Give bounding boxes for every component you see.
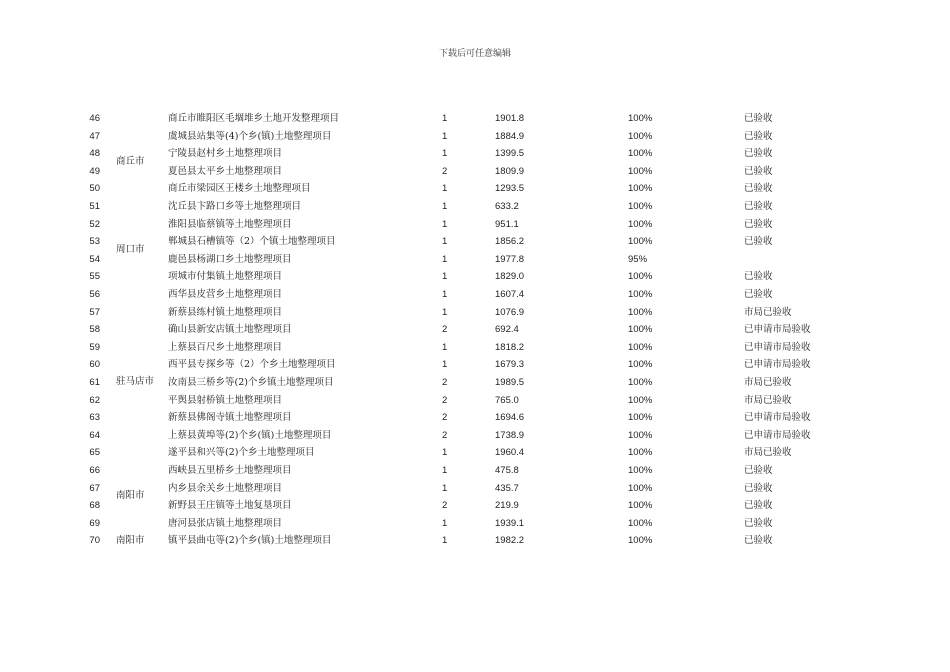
project-count: 1 (442, 359, 448, 371)
row-number: 54 (89, 253, 100, 265)
project-name: 鹿邑县杨湖口乡土地整理项目 (168, 253, 292, 265)
acceptance-status: 已验收 (744, 148, 773, 160)
project-area: 1607.4 (495, 289, 525, 300)
project-area: 765.0 (495, 394, 519, 406)
completion-percent: 100% (628, 218, 653, 230)
table-row (0, 163, 950, 181)
completion-percent: 100% (628, 359, 653, 371)
acceptance-status: 已验收 (744, 201, 773, 212)
completion-percent: 100% (628, 429, 653, 441)
project-count: 1 (442, 253, 448, 265)
completion-percent: 100% (628, 183, 653, 195)
project-name: 上蔡县黄埠等(2)个乡(镇)土地整理项目 (168, 429, 332, 441)
table-row (0, 198, 950, 216)
completion-percent: 100% (628, 201, 653, 212)
completion-percent: 100% (628, 482, 653, 494)
completion-percent: 100% (628, 535, 653, 547)
row-number: 68 (89, 500, 100, 512)
project-count: 1 (442, 201, 448, 212)
acceptance-status: 已验收 (744, 130, 773, 142)
completion-percent: 100% (628, 465, 653, 476)
row-number: 52 (89, 218, 100, 230)
table-row (0, 480, 950, 498)
project-area: 1399.5 (495, 148, 525, 160)
project-area: 475.8 (495, 465, 519, 476)
project-count: 2 (442, 165, 448, 177)
row-number: 69 (89, 517, 100, 529)
project-name: 平舆县射桥镇土地整理项目 (168, 394, 283, 406)
project-name: 西峡县五里桥乡土地整理项目 (168, 465, 292, 476)
acceptance-status: 已验收 (744, 113, 773, 124)
row-number: 57 (89, 306, 100, 318)
project-count: 1 (442, 130, 448, 142)
table-row (0, 128, 950, 146)
row-number: 51 (89, 201, 100, 212)
completion-percent: 100% (628, 394, 653, 406)
acceptance-status: 已验收 (744, 465, 773, 476)
project-area: 1939.1 (495, 517, 525, 529)
city-label-nanyang: 南阳市 (116, 490, 145, 501)
project-area: 1982.2 (495, 535, 525, 547)
completion-percent: 100% (628, 165, 653, 177)
page-header: 下载后可任意编辑 (438, 49, 511, 59)
acceptance-status: 已验收 (744, 500, 773, 512)
project-name: 商丘市梁园区王楼乡土地整理项目 (168, 183, 311, 195)
project-count: 1 (442, 183, 448, 195)
project-area: 435.7 (495, 482, 519, 494)
project-name: 虞城县站集等(4)个乡(镇)土地整理项目 (168, 130, 332, 142)
project-area: 951.1 (495, 218, 519, 230)
acceptance-status: 已验收 (744, 183, 773, 195)
project-area: 1076.9 (495, 306, 525, 318)
project-area: 1901.8 (495, 113, 525, 124)
project-name: 宁陵县赵村乡土地整理项目 (168, 148, 283, 160)
completion-percent: 100% (628, 289, 653, 300)
project-name: 商丘市睢阳区毛堌堆乡土地开发整理项目 (168, 113, 340, 124)
table-row (0, 515, 950, 533)
acceptance-status: 市局已验收 (744, 447, 792, 459)
acceptance-status: 市局已验收 (744, 306, 792, 318)
project-count: 1 (442, 113, 448, 124)
project-name: 西华县皮营乡土地整理项目 (168, 289, 283, 300)
project-area: 1679.3 (495, 359, 525, 371)
project-area: 692.4 (495, 324, 519, 336)
project-name: 新蔡县佛阁寺镇土地整理项目 (168, 412, 292, 424)
table-row (0, 233, 950, 251)
row-number: 63 (89, 412, 100, 424)
completion-percent: 95% (628, 253, 648, 265)
completion-percent: 100% (628, 148, 653, 160)
acceptance-status: 已申请市局验收 (744, 324, 811, 336)
project-count: 1 (442, 447, 448, 459)
acceptance-status: 已验收 (744, 165, 773, 177)
completion-percent: 100% (628, 306, 653, 318)
project-count: 1 (442, 306, 448, 318)
row-number: 64 (89, 429, 100, 441)
project-count: 2 (442, 394, 448, 406)
project-name: 新蔡县练村镇土地整理项目 (168, 306, 283, 318)
project-area: 1694.6 (495, 412, 525, 424)
project-count: 1 (442, 236, 448, 248)
project-area: 1829.0 (495, 271, 525, 283)
completion-percent: 100% (628, 377, 653, 388)
acceptance-status: 已验收 (744, 218, 773, 230)
row-number: 53 (89, 236, 100, 248)
table-row (0, 427, 950, 445)
table-row (0, 339, 950, 357)
row-number: 46 (89, 113, 100, 124)
table-row (0, 392, 950, 410)
table-row (0, 268, 950, 286)
project-name: 镇平县曲屯等(2)个乡(镇)土地整理项目 (168, 535, 332, 547)
acceptance-status: 已验收 (744, 236, 773, 248)
project-name: 汝南县三桥乡等(2)个乡镇土地整理项目 (168, 377, 334, 388)
project-name: 新野县王庄镇等土地复垦项目 (168, 500, 292, 512)
acceptance-status: 已验收 (744, 271, 773, 283)
acceptance-status: 已申请市局验收 (744, 359, 811, 371)
project-count: 2 (442, 324, 448, 336)
project-count: 2 (442, 429, 448, 441)
table-row (0, 321, 950, 339)
project-area: 633.2 (495, 201, 519, 212)
row-number: 62 (89, 394, 100, 406)
project-name: 郸城县石槽镇等（2）个镇土地整理项目 (168, 236, 336, 248)
row-number: 66 (89, 465, 100, 476)
project-name: 项城市付集镇土地整理项目 (168, 271, 283, 283)
project-area: 1818.2 (495, 341, 525, 353)
acceptance-status: 已申请市局验收 (744, 412, 811, 424)
project-name: 夏邑县太平乡土地整理项目 (168, 165, 283, 177)
completion-percent: 100% (628, 447, 653, 459)
project-count: 1 (442, 535, 448, 547)
project-name: 沈丘县卞路口乡等土地整理项目 (168, 201, 302, 212)
table-row (0, 532, 950, 550)
row-number: 59 (89, 341, 100, 353)
project-count: 1 (442, 218, 448, 230)
acceptance-status: 已申请市局验收 (744, 429, 811, 441)
project-count: 1 (442, 271, 448, 283)
project-name: 上蔡县百尺乡土地整理项目 (168, 341, 283, 353)
table-row (0, 409, 950, 427)
table-row (0, 145, 950, 163)
table-row (0, 374, 950, 392)
row-number: 50 (89, 183, 100, 195)
project-count: 2 (442, 412, 448, 424)
table-row (0, 110, 950, 128)
project-name: 淮阳县临蔡镇等土地整理项目 (168, 218, 292, 230)
completion-percent: 100% (628, 412, 653, 424)
completion-percent: 100% (628, 113, 653, 124)
completion-percent: 100% (628, 324, 653, 336)
city-label-zhoukou: 周口市 (116, 244, 145, 255)
acceptance-status: 已申请市局验收 (744, 341, 811, 353)
row-number: 70 (89, 535, 100, 547)
project-area: 1989.5 (495, 377, 525, 388)
project-name: 遂平县和兴等(2)个乡土地整理项目 (168, 447, 315, 459)
project-area: 1738.9 (495, 429, 525, 441)
project-count: 2 (442, 500, 448, 512)
project-count: 1 (442, 465, 448, 476)
table-row (0, 444, 950, 462)
project-area: 1809.9 (495, 165, 525, 177)
table-row (0, 286, 950, 304)
project-count: 2 (442, 377, 448, 388)
project-count: 1 (442, 517, 448, 529)
project-area: 1856.2 (495, 236, 525, 248)
acceptance-status: 已验收 (744, 517, 773, 529)
project-name: 西平县专探乡等（2）个乡土地整理项目 (168, 359, 336, 371)
project-count: 1 (442, 482, 448, 494)
completion-percent: 100% (628, 130, 653, 142)
row-number: 55 (89, 271, 100, 283)
table-row (0, 251, 950, 269)
project-count: 1 (442, 341, 448, 353)
acceptance-status: 已验收 (744, 482, 773, 494)
city-label-zhumadian: 驻马店市 (116, 376, 155, 387)
project-name: 确山县新安店镇土地整理项目 (168, 324, 292, 336)
completion-percent: 100% (628, 517, 653, 529)
project-count: 1 (442, 289, 448, 300)
project-area: 1293.5 (495, 183, 525, 195)
row-number: 49 (89, 165, 100, 177)
project-area: 1977.8 (495, 253, 525, 265)
project-name: 唐河县张店镇土地整理项目 (168, 517, 283, 529)
project-area: 219.9 (495, 500, 519, 512)
completion-percent: 100% (628, 500, 653, 512)
row-number: 65 (89, 447, 100, 459)
row-number: 61 (89, 377, 100, 388)
row-number: 58 (89, 324, 100, 336)
table-row (0, 497, 950, 515)
completion-percent: 100% (628, 236, 653, 248)
table-row (0, 180, 950, 198)
table-row (0, 356, 950, 374)
acceptance-status: 市局已验收 (744, 394, 792, 406)
project-count: 1 (442, 148, 448, 160)
completion-percent: 100% (628, 341, 653, 353)
project-area: 1960.4 (495, 447, 525, 459)
acceptance-status: 已验收 (744, 289, 773, 300)
acceptance-status: 已验收 (744, 535, 773, 547)
acceptance-status: 市局已验收 (744, 377, 792, 388)
table-row (0, 462, 950, 480)
project-area: 1884.9 (495, 130, 525, 142)
row-number: 56 (89, 289, 100, 300)
row-number: 60 (89, 359, 100, 371)
row-number: 48 (89, 148, 100, 160)
table-row (0, 304, 950, 322)
city-label-nanyang-2: 南阳市 (116, 535, 145, 546)
row-number: 47 (89, 130, 100, 142)
row-number: 67 (89, 482, 100, 494)
city-label-shangqiu: 商丘市 (116, 156, 145, 167)
table-row (0, 216, 950, 234)
project-name: 内乡县余关乡土地整理项目 (168, 482, 283, 494)
completion-percent: 100% (628, 271, 653, 283)
